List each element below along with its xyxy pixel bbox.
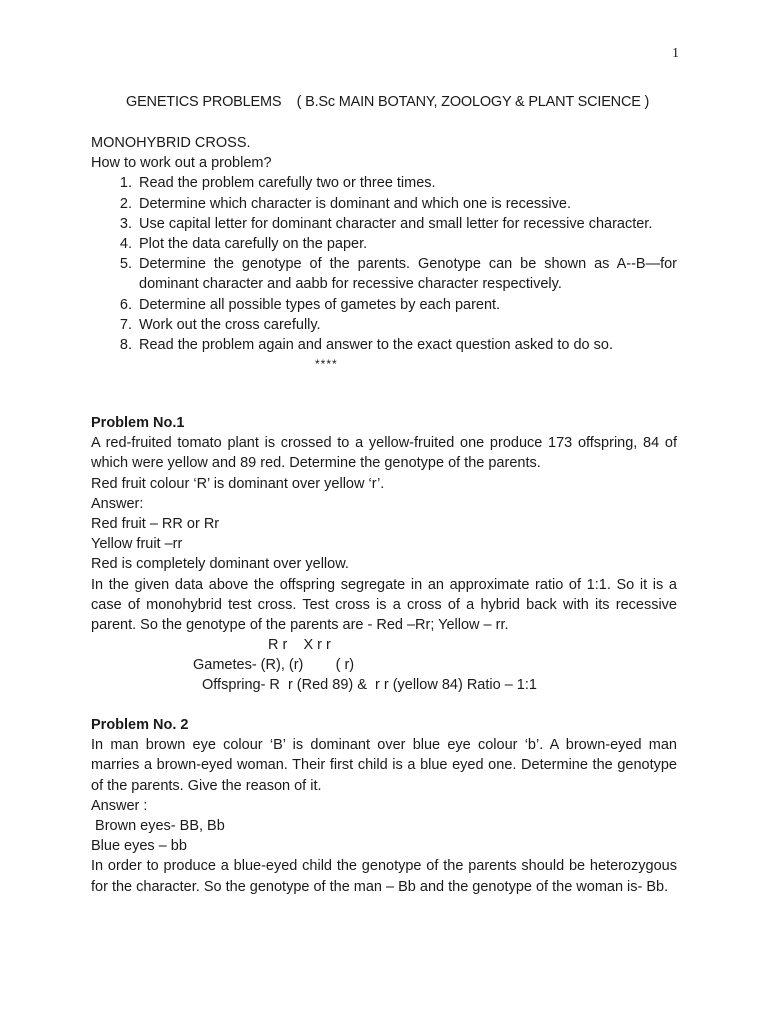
intro-question: How to work out a problem? xyxy=(91,155,272,172)
list-item: 6. Determine all possible types of gametes by each parent. xyxy=(136,295,677,315)
document-title: GENETICS PROBLEMS ( B.Sc MAIN BOTANY, ZOOLOGY & PLANT SCIENCE ) xyxy=(126,94,650,110)
problem-1-answer-label: Answer: xyxy=(91,495,144,512)
list-item: 2. Determine which character is dominant and which one is recessive. xyxy=(136,194,677,214)
problem-1-explanation: In the given data above the offspring segregate in an approximate ratio of 1:1. So it is a case of monohybrid test cross. Test cross is a cross of a hybrid back with its recessive parent. So the genotype of the parents are - Red –Rr; Yellow – rr. xyxy=(91,576,677,634)
problem-1-line: Yellow fruit –rr xyxy=(91,536,183,553)
list-item: 3. Use capital letter for dominant character and small letter for recessive character. xyxy=(136,214,677,234)
section-heading: MONOHYBRID CROSS. xyxy=(91,135,251,151)
intro-section xyxy=(91,133,677,355)
problem-1-question: A red-fruited tomato plant is crossed to a yellow-fruited one produce 173 offspring, 84 of which were yellow and 89 red. Determine the genotype of the parents. xyxy=(91,435,677,472)
problem-1-line: Red is completely dominant over yellow. xyxy=(91,556,349,573)
gametes-line: Gametes- (R), (r) ( r) xyxy=(193,657,355,674)
problem-1-heading: Problem No.1 xyxy=(91,415,185,431)
section-separator: **** xyxy=(315,357,338,371)
problem-2-line: Brown eyes- BB, Bb xyxy=(91,818,225,835)
problem-1-line: Red fruit – RR or Rr xyxy=(91,516,220,533)
list-item: 1. Read the problem carefully two or three times. xyxy=(136,173,677,193)
problem-2-explanation: In order to produce a blue-eyed child the genotype of the parents should be heterozygous for the character. So the genotype of the man – Bb and the genotype of the woman is- Bb. xyxy=(91,858,677,895)
steps-list xyxy=(91,173,677,355)
offspring-line: Offspring- R r (Red 89) & r r (yellow 84) Ratio – 1:1 xyxy=(202,677,537,694)
problem-2-line: Blue eyes – bb xyxy=(91,838,187,855)
page-number: 1 xyxy=(672,46,679,61)
cross-line: R r X r r xyxy=(268,637,331,654)
problem-2 xyxy=(91,715,677,897)
list-item: 7. Work out the cross carefully. xyxy=(136,315,677,335)
problem-1-cross-diagram xyxy=(91,635,677,695)
problem-2-question: In man brown eye colour ‘B’ is dominant over blue eye colour ‘b’. A brown-eyed man marries a brown-eyed woman. Their first child is a blue eyed one. Determine the genotype of the parents. Give the reason of it. xyxy=(91,737,677,794)
problem-2-heading: Problem No. 2 xyxy=(91,717,189,733)
problem-2-answer-label: Answer : xyxy=(91,797,148,814)
problem-1-note: Red fruit colour ‘R’ is dominant over yellow ‘r’. xyxy=(91,475,385,492)
list-item: 8. Read the problem again and answer to the exact question asked to do so. xyxy=(136,335,677,355)
problem-1 xyxy=(91,413,677,695)
list-item: 5. Determine the genotype of the parents. Genotype can be shown as A--B—for dominant character and aabb for recessive character respectively. xyxy=(136,254,677,294)
list-item: 4. Plot the data carefully on the paper. xyxy=(136,234,677,254)
